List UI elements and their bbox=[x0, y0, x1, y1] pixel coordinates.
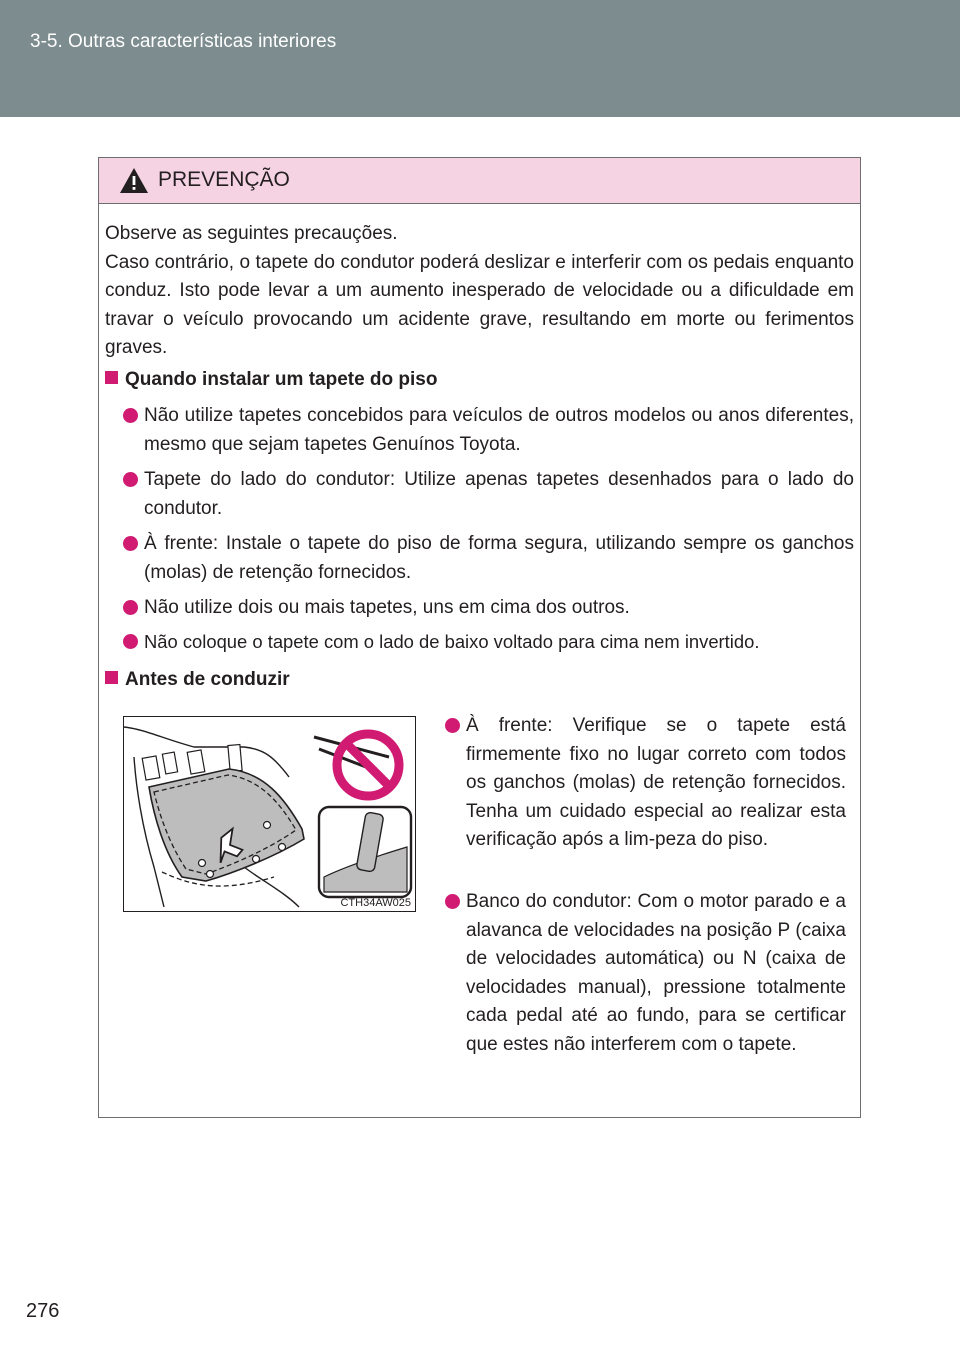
list-item bbox=[144, 466, 854, 523]
warning-intro: Observe as seguintes precauções. Caso contrário, o tapete do condutor poderá deslizar e interferir com os pedais enquanto conduz. Isto pode levar a um aumento inesperado de velocidade ou a dificuldade em travar o veículo provocando um acidente grave, resultando em morte ou ferimentos graves. bbox=[105, 223, 854, 359]
list-item-text: À frente: Instale o tapete do piso de forma segura, utilizando sempre os ganchos (molas) de retenção fornecidos. bbox=[144, 533, 854, 583]
bullet-dot-icon bbox=[123, 536, 138, 551]
list-item bbox=[466, 712, 846, 855]
bullet-square-icon bbox=[105, 671, 118, 684]
bullet-dot-icon bbox=[123, 634, 138, 649]
warning-header bbox=[99, 158, 860, 204]
bullet-dot-icon bbox=[123, 472, 138, 487]
list-item-text: Tapete do lado do condutor: Utilize apenas tapetes desenhados para o lado do condutor. bbox=[144, 469, 854, 519]
list-item-text: À frente: Verifique se o tapete está firmemente fixo no lugar correto com todos os ganchos (molas) de retenção fornecidos. Tenha um cuidado especial ao realizar esta verificação após a lim-peza do piso. bbox=[466, 715, 846, 851]
bullet-dot-icon bbox=[445, 718, 460, 733]
floor-mat-illustration bbox=[123, 716, 416, 912]
figure-code: CTH34AW025 bbox=[340, 897, 411, 909]
bullet-square-icon bbox=[105, 371, 118, 384]
list-item bbox=[144, 594, 854, 623]
floor-mat-drawing bbox=[124, 717, 414, 910]
list-item-text: Não utilize tapetes concebidos para veículos de outros modelos ou anos diferentes, mesmo que sejam tapetes Genuínos Toyota. bbox=[144, 405, 854, 455]
list-item bbox=[144, 628, 854, 657]
section-title-text: Quando instalar um tapete do piso bbox=[125, 369, 438, 390]
list-item bbox=[466, 888, 846, 1060]
warning-title: PREVENÇÃO bbox=[158, 168, 290, 191]
list-item-text: Não utilize dois ou mais tapetes, uns em cima dos outros. bbox=[144, 597, 630, 618]
section-title-before-driving bbox=[105, 666, 290, 694]
list-item-text: Não coloque o tapete com o lado de baixo voltado para cima nem invertido. bbox=[144, 631, 760, 652]
bullet-dot-icon bbox=[123, 600, 138, 615]
list-item bbox=[144, 530, 854, 587]
warning-box bbox=[98, 157, 861, 1118]
warning-triangle-icon bbox=[119, 167, 149, 194]
section-title: 3-5. Outras características interiores bbox=[30, 31, 337, 52]
page-header bbox=[0, 0, 960, 117]
list-item bbox=[144, 402, 854, 459]
bullet-dot-icon bbox=[445, 894, 460, 909]
section-title-text: Antes de conduzir bbox=[125, 669, 290, 690]
section-title-install bbox=[105, 366, 437, 394]
list-item-text: Banco do condutor: Com o motor parado e a alavanca de velocidades na posição P (caixa de velocidades automática) ou N (caixa de velocidades manual), pressione totalmente cada pedal até ao fundo, para se certificar que estes não interferem com o tapete. bbox=[466, 891, 846, 1055]
prohibition-icon bbox=[337, 734, 399, 796]
page-number: 276 bbox=[26, 1300, 60, 1322]
bullet-dot-icon bbox=[123, 408, 138, 423]
